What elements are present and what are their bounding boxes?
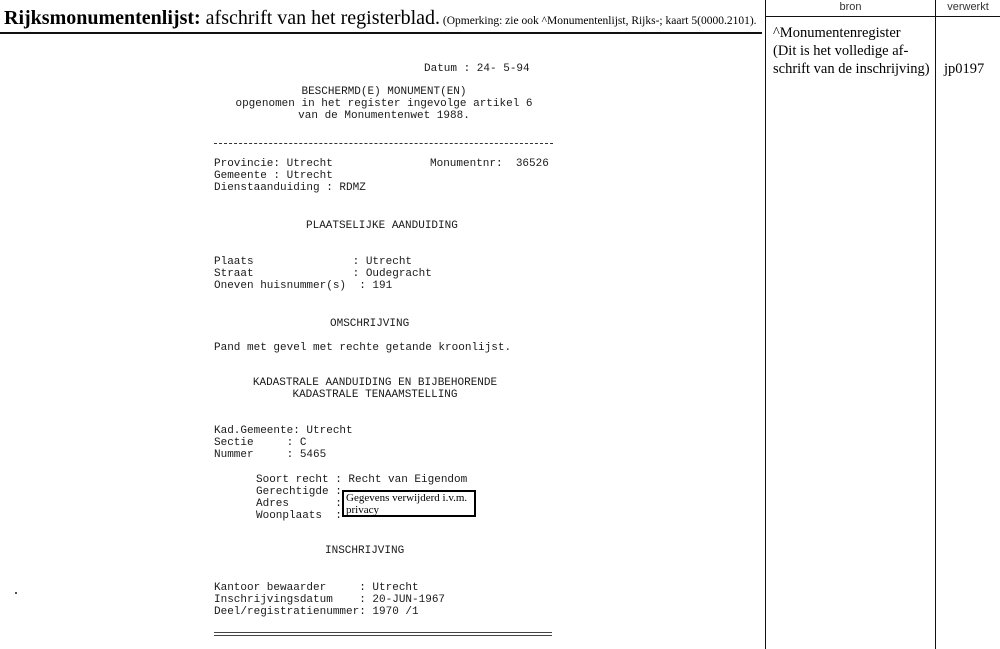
gerechtigde: Gerechtigde : (256, 486, 342, 498)
heading-line: van de Monumentenwet 1988. (298, 110, 470, 122)
section-inschrijving: INSCHRIJVING (325, 545, 405, 557)
double-divider (214, 632, 552, 636)
title-remark: (Opmerking: zie ook ^Monumentenlijst, Rijks-; kaart 5(0000.2101). (440, 15, 757, 27)
heading-line: opgenomen in het register ingevolge artikel 6 (235, 98, 533, 110)
title-bold: Rijksmonumentenlijst: (4, 7, 201, 29)
verwerkt-code: jp0197 (944, 61, 985, 77)
huisnummer: Oneven huisnummer(s) : 191 (214, 280, 393, 292)
column-divider (765, 0, 766, 649)
column-divider (935, 0, 936, 649)
section-kadastraal (214, 377, 536, 401)
page-title (4, 6, 757, 33)
deel-registratienummer: Deel/registratienummer: 1970 /1 (214, 606, 419, 618)
dashed-divider (214, 143, 553, 144)
dienstaanduiding: Dienstaanduiding : RDMZ (214, 182, 366, 194)
datum: Datum : 24- 5-94 (424, 63, 530, 75)
section-omschrijving: OMSCHRIJVING (330, 318, 410, 330)
bron-line: schrift van de inschrijving) (773, 61, 930, 77)
nummer: Nummer : 5465 (214, 449, 327, 461)
scan-speck (15, 592, 17, 594)
bron-line: (Dit is het volledige af- (773, 43, 909, 59)
heading-line: BESCHERMD(E) MONUMENT(EN) (301, 86, 467, 98)
inschrijvingsdatum: Inschrijvingsdatum : 20-JUN-1967 (214, 594, 446, 606)
provincie: Provincie: Utrecht (214, 158, 333, 170)
column-header-verwerkt: verwerkt (947, 1, 989, 13)
kadastraal-line: KADASTRALE TENAAMSTELLING (292, 389, 458, 401)
title-underline (0, 32, 762, 34)
bron-line: ^Monumentenregister (773, 25, 901, 41)
adres: Adres : (256, 498, 342, 510)
monumentnr: Monumentnr: 36526 (430, 158, 549, 170)
privacy-redaction-box: Gegevens verwijderd i.v.m. privacy (342, 490, 476, 517)
section-plaatselijk: PLAATSELIJKE AANDUIDING (306, 220, 458, 232)
bron-text (773, 24, 930, 78)
soort-recht: Soort recht : Recht van Eigendom (256, 474, 468, 486)
gemeente: Gemeente : Utrecht (214, 170, 333, 182)
straat: Straat : Oudegracht (214, 268, 432, 280)
title-rest: afschrift van het registerblad. (200, 7, 441, 29)
header-divider (765, 16, 1000, 17)
kantoor-bewaarder: Kantoor bewaarder : Utrecht (214, 582, 419, 594)
plaats: Plaats : Utrecht (214, 256, 413, 268)
column-header-bron: bron (839, 1, 862, 13)
woonplaats: Woonplaats : (256, 510, 342, 522)
kad-gemeente: Kad.Gemeente: Utrecht (214, 425, 353, 437)
sectie: Sectie : C (214, 437, 307, 449)
omschrijving: Pand met gevel met rechte getande kroonlijst. (214, 342, 512, 354)
kadastraal-line: KADASTRALE AANDUIDING EN BIJBEHORENDE (252, 377, 498, 389)
heading (214, 86, 554, 122)
